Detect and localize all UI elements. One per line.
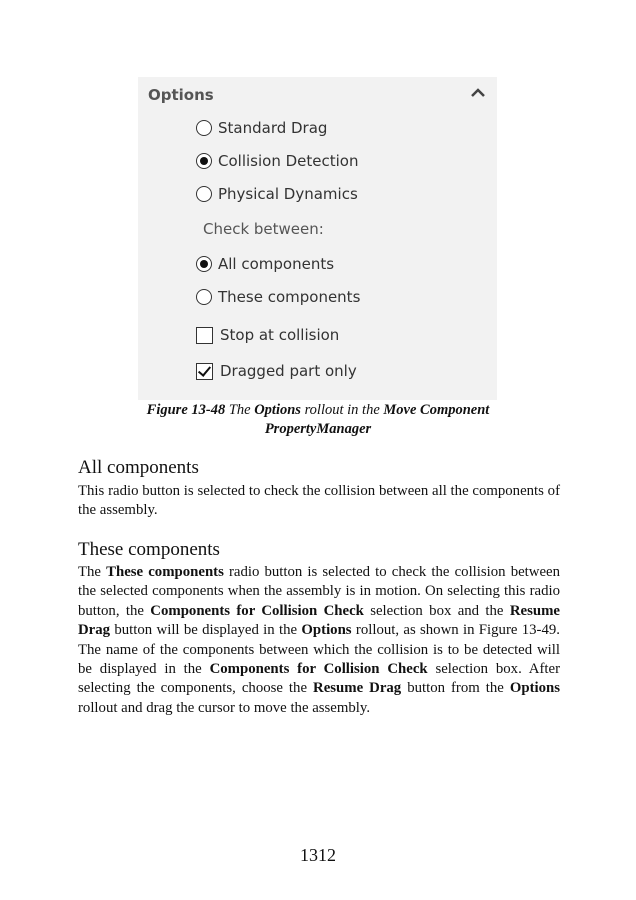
option-label: Stop at collision <box>220 326 340 344</box>
section-heading: These components <box>78 539 220 560</box>
section-paragraph <box>78 482 560 521</box>
radio-all-components[interactable] <box>196 254 334 274</box>
bold-text: Options <box>509 680 561 697</box>
section-paragraph <box>78 563 560 718</box>
options-rollout-figure <box>138 77 497 400</box>
text: radio button is selected to check the collision between the selected components when the assembly is in motion. On selecting this radio button, the <box>78 564 560 619</box>
option-label: These components <box>218 288 361 306</box>
radio-icon <box>196 289 212 305</box>
option-label: Dragged part only <box>220 362 357 380</box>
text: The <box>225 402 255 418</box>
text: selection box. After selecting the components, choose the <box>78 661 561 697</box>
option-label: Standard Drag <box>218 119 328 137</box>
text: button will be displayed in the <box>110 622 302 639</box>
option-label: All components <box>218 255 335 273</box>
bold-text: Options <box>254 402 301 418</box>
checkbox-dragged-part-only[interactable] <box>196 361 357 381</box>
radio-selected-icon <box>196 256 212 272</box>
text: This radio button is selected to check the collision between all the components of the assembly. <box>78 483 560 519</box>
bold-text: PropertyManager <box>264 421 372 437</box>
text: rollout, as shown in Figure 13-49. The name of the components between which the collision is to be detected will be displayed in the <box>78 622 560 678</box>
radio-physical-dynamics[interactable] <box>196 184 358 204</box>
radio-standard-drag[interactable] <box>196 118 327 138</box>
bold-text: These components <box>106 564 224 580</box>
text: selection box and the <box>363 602 510 619</box>
page-number: 1312 <box>300 845 336 865</box>
radio-selected-icon <box>196 153 212 169</box>
checkbox-icon <box>196 327 213 344</box>
bold-text: Resume Drag <box>313 680 402 697</box>
radio-icon <box>196 120 212 136</box>
check-between-label: Check between: <box>203 220 324 238</box>
bold-text: Move Component <box>383 402 490 418</box>
checkbox-stop-at-collision[interactable] <box>196 325 339 345</box>
option-label: Collision Detection <box>218 152 359 170</box>
caption-line-1 <box>0 401 636 420</box>
radio-these-components[interactable] <box>196 287 360 307</box>
bold-text: Figure 13-48 <box>146 402 226 418</box>
figure-caption <box>0 401 636 439</box>
bold-text: Resume Drag <box>78 602 560 639</box>
caption-line-2 <box>0 420 636 439</box>
option-label: Physical Dynamics <box>218 185 358 203</box>
text: The <box>78 564 107 580</box>
text: rollout and drag the cursor to move the assembly. <box>78 699 371 716</box>
text: button from the <box>401 680 510 697</box>
text: rollout in the <box>300 402 384 418</box>
section-heading: All components <box>78 457 199 478</box>
options-panel-title: Options <box>148 86 214 104</box>
radio-icon <box>196 186 212 202</box>
bold-text: Options <box>301 622 352 639</box>
bold-text: Components for Collision Check <box>209 661 428 678</box>
radio-collision-detection[interactable] <box>196 151 358 171</box>
bold-text: Components for Collision Check <box>150 602 364 619</box>
checkbox-checked-icon <box>196 363 213 380</box>
chevron-up-icon[interactable] <box>468 83 488 103</box>
